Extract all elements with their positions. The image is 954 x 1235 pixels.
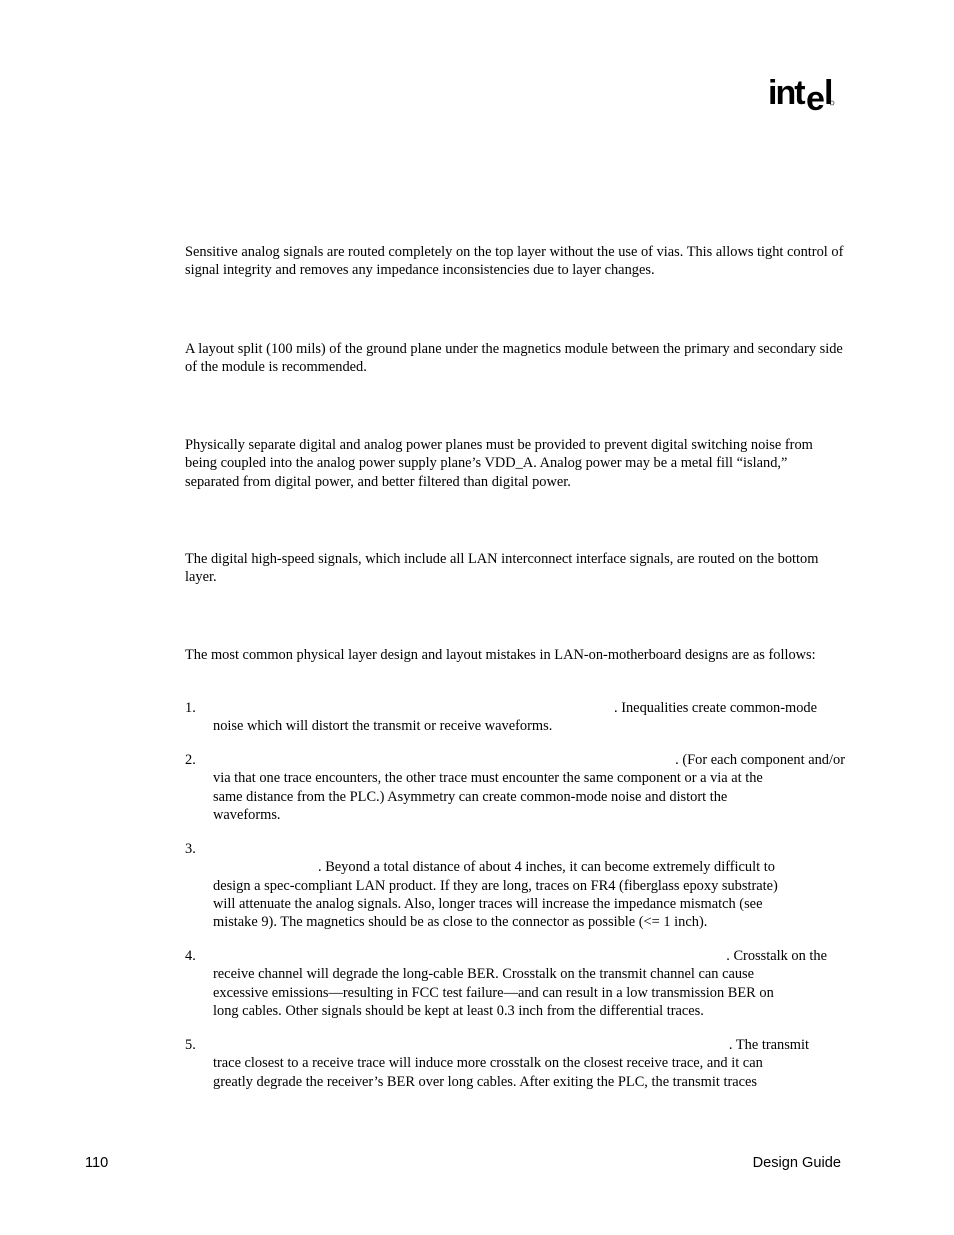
list-number: 5.	[185, 1037, 196, 1053]
list-line: long cables. Other signals should be kept at least 0.3 inch from the differential traces.	[213, 1002, 704, 1019]
list-line: greatly degrade the receiver’s BER over long cables. After exiting the PLC, the transmit traces	[213, 1073, 757, 1090]
list-line: same distance from the PLC.) Asymmetry can create common-mode noise and distort the	[213, 788, 728, 805]
list-line: . Inequalities create common-mode	[614, 700, 817, 716]
list-line-blank	[213, 840, 845, 858]
paragraph-power-planes: Physically separate digital and analog power planes must be provided to prevent digital switching noise from being coupled into the analog power supply plane’s VDD_A. Analog power may be a metal fill “island,” separated from digital power, and better filtered than digital power.	[185, 437, 813, 490]
list-line: . Beyond a total distance of about 4 inches, it can become extremely difficult to	[318, 859, 775, 876]
paragraph-ground-split: A layout split (100 mils) of the ground plane under the magnetics module between the primary and secondary side of the module is recommended.	[185, 341, 843, 376]
list-line: trace closest to a receive trace will induce more crosstalk on the closest receive trace, and it can	[213, 1055, 763, 1072]
list-number: 4.	[185, 948, 196, 964]
svg-text:l: l	[824, 74, 834, 112]
list-line: noise which will distort the transmit or receive waveforms.	[213, 718, 553, 735]
paragraph-digital-signals: The digital high-speed signals, which include all LAN interconnect interface signals, are routed on the bottom layer.	[185, 551, 819, 586]
document-title: Design Guide	[752, 1155, 841, 1171]
list-number: 2.	[185, 752, 196, 768]
list-line: via that one trace encounters, the other trace must encounter the same component or a via at the	[213, 770, 763, 787]
page-number: 110	[85, 1155, 109, 1171]
svg-text:e: e	[806, 80, 825, 116]
list-line: waveforms.	[213, 806, 281, 823]
list-line: will attenuate the analog signals. Also, longer traces will increase the impedance mismatch (see	[213, 895, 763, 912]
list-line: mistake 9). The magnetics should be as close to the connector as possible (<= 1 inch).	[213, 914, 708, 931]
paragraph-common-mistakes-intro: The most common physical layer design and layout mistakes in LAN-on-motherboard designs are as follows:	[185, 647, 816, 663]
paragraph-analog-routing: Sensitive analog signals are routed completely on the top layer without the use of vias. This allows tight control of signal integrity and removes any impedance inconsistencies due to layer changes.	[185, 244, 844, 279]
svg-text:int: int	[768, 74, 804, 112]
list-line: design a spec-compliant LAN product. If they are long, traces on FR4 (fiberglass epoxy substrate)	[213, 877, 778, 894]
list-number: 1.	[185, 700, 196, 716]
list-line: receive channel will degrade the long-cable BER. Crosstalk on the transmit channel can cause	[213, 966, 755, 983]
list-line: . Crosstalk on the	[726, 948, 827, 964]
list-line: . (For each component and/or	[675, 752, 845, 768]
list-number: 3.	[185, 841, 196, 857]
intel-logo	[766, 72, 838, 116]
list-line: . The transmit	[728, 1037, 809, 1053]
list-line: excessive emissions—resulting in FCC test failure—and can result in a low transmission BER on	[213, 984, 774, 1001]
